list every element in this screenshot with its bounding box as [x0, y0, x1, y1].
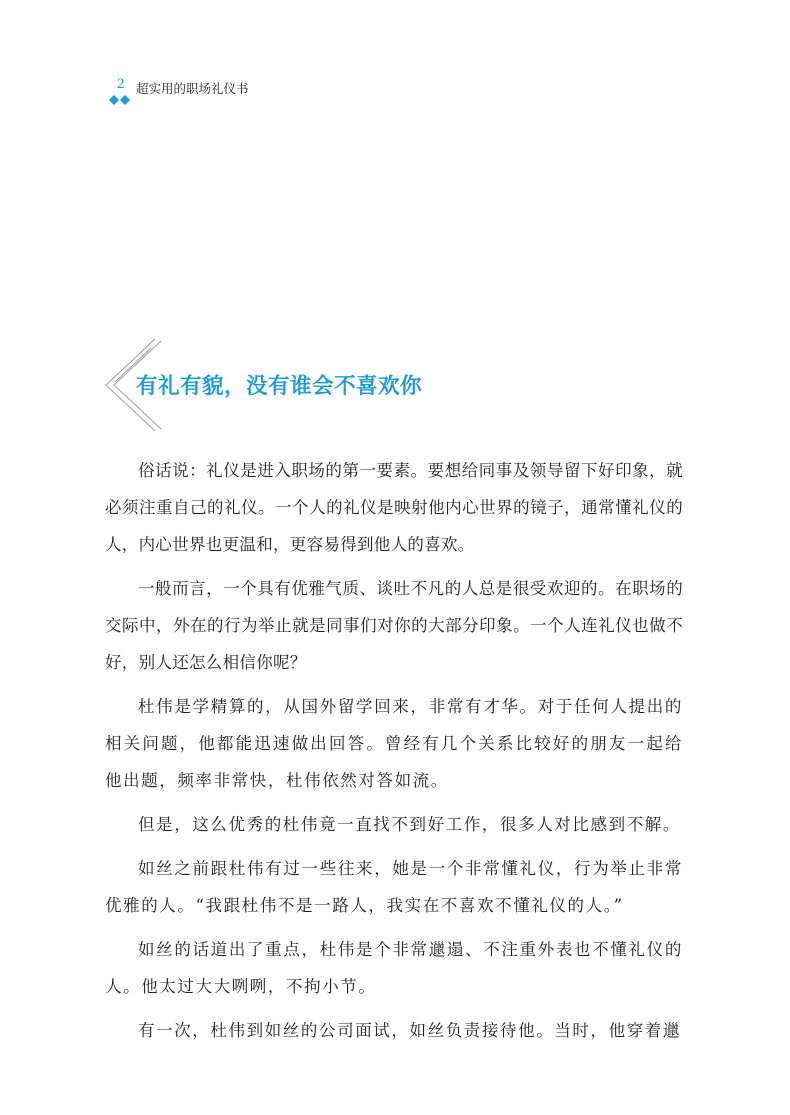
- paragraph: 但是，这么优秀的杜伟竟一直找不到好工作，很多人对比感到不解。: [138, 815, 681, 834]
- paragraph: 俗话说：礼仪是进入职场的第一要素。要想给同事及领导留下好印象，就必须注重自己的礼仪。一个人的礼仪是映射他内心世界的镜子，通常懂礼仪的人，内心世界也更温和，更容易得到他人的喜欢。: [105, 461, 683, 554]
- paragraph: 一般而言，一个具有优雅气质、谈吐不凡的人总是很受欢迎的。在职场的交际中，外在的行为举止就是同事们对你的大部分印象。一个人连礼仪也做不好，别人还怎么相信你呢？: [105, 579, 683, 672]
- paragraph: 杜伟是学精算的，从国外留学回来，非常有才华。对于任何人提出的相关问题，他都能迅速做出回答。曾经有几个关系比较好的朋友一起给他出题，频率非常快，杜伟依然对答如流。: [105, 697, 683, 790]
- running-header: [108, 76, 408, 112]
- page-number: 2: [117, 76, 125, 92]
- paragraph: 如丝的话道出了重点，杜伟是个非常邋遢、不注重外表也不懂礼仪的人。他太过大大咧咧，不拘小节。: [105, 940, 683, 996]
- book-title: 超实用的职场礼仪书: [136, 81, 249, 96]
- paragraph: 有一次，杜伟到如丝的公司面试，如丝负责接待他。当时，他穿着邋: [138, 1021, 681, 1040]
- paragraph: 如丝之前跟杜伟有过一些往来，她是一个非常懂礼仪，行为举止非常优雅的人。“我跟杜伟不是一路人，我实在不喜欢不懂礼仪的人。”: [105, 859, 683, 915]
- diamond-ornament-icon: [108, 94, 134, 106]
- section-heading: [103, 336, 703, 436]
- body-text: [105, 452, 683, 1056]
- section-title: 有礼有貌，没有谁会不喜欢你: [136, 374, 423, 399]
